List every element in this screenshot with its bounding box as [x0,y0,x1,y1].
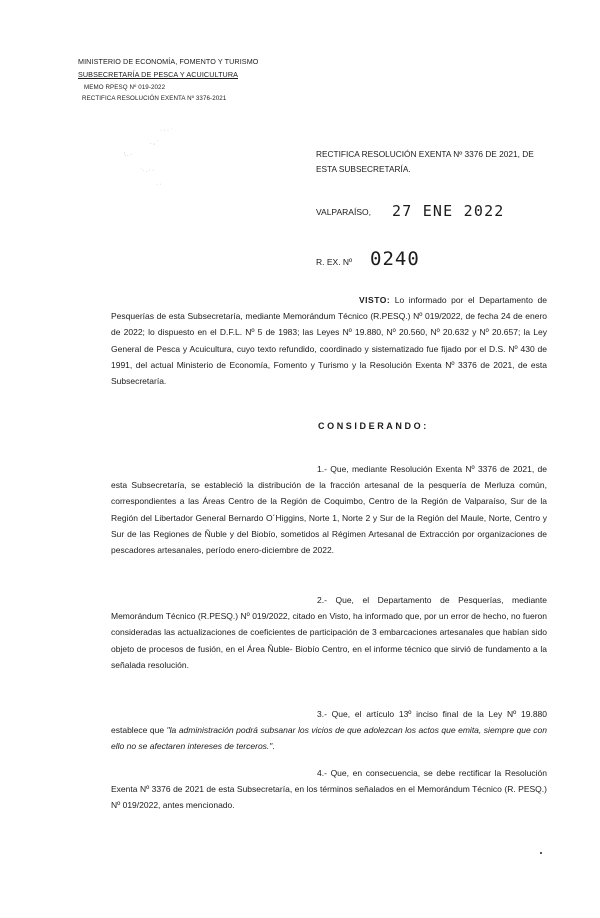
place-label: VALPARAÍSO, [316,207,371,217]
header-ref: RECTIFICA RESOLUCIÓN EXENTA Nº 3376-2021 [82,95,227,102]
header-subsecretaria: SUBSECRETARÍA DE PESCA Y ACUICULTURA [78,70,239,79]
considerando-heading: CONSIDERANDO: [318,421,429,431]
resolution-number: 0240 [370,248,420,270]
scan-speck [540,852,542,854]
resolution-label: R. EX. Nº [316,257,353,267]
document-page: MINISTERIO DE ECONOMÍA, FOMENTO Y TURISMO SUBSECRETARÍA DE PESCA Y ACUICULTURA MEMO RPESQ Nº 019-2022 RECTIFICA RESOLUCIÓN EXENTA Nº 3376-2021 · · · ˊ . ‚ ˙ \ . · ˋ· . · · · · RECTIFICA RESOLUCIÓN EXENTA Nº 3376 DE 2021, DE ESTA SUBSECRETARÍA. VALPARAÍSO, 27 ENE 2022 R. EX. Nº 0240 VISTO: Lo informado por el Departamento de Pesquerías de esta Subsecretaría, mediante Memorándum Técnico (R.PESQ.) Nº 019/2022, de fecha 24 de enero de 2022; lo dispuesto en el D.F.L. Nº 5 de 1983; las Leyes Nº 19.880, Nº 20.560, Nº 20.632 y Nº 20.657; la Ley General de Pesca y Acuicultura, cuyo texto refundido, coordinado y sistematizado fue fijado por el D.S. Nº 430 de 1991, del actual Ministerio de Economía, Fomento y Turismo y la Resolución Exenta Nº 3376 de 2021, de esta Subsecretaría. CONSIDERANDO: 1.- Que, mediante Resolución Exenta Nº 3376 de 2021, de esta Subsecretaría, se estableció la distribución de la fracción artesanal de la pesquería de Merluza común, correspondientes a las Áreas Centro de la Región de Coquimbo, Centro de la Región de Valparaíso, Sur de la Región del Libertador General Bernardo O´Higgins, Norte 1, Norte 2 y Sur de la Región del Maule, Norte, Centro y Sur de las Regiones de Ñuble y del Biobío, sometidos al Régimen Artesanal de Extracción por organizaciones de pescadores artesanales, período enero-diciembre de 2022. 2.- Que, el Departamento de Pesquerías, mediante Memorándum Técnico (R.PESQ.) Nº 019/2022, citado en Visto, ha informado que, por un error de hecho, no fueron consideradas las actualizaciones de coeficientes de participación de 3 embarcaciones artesanales que habían sido objeto de procesos de fusión, en el Área Ñuble- Biobío Centro, en el informe técnico que sirvió de fundamento a la señalada resolución. 3.- Que, el artículo 13º inciso final de la Ley Nº 19.880 establece que "la administración podrá subsanar los vicios de que adolezcan los actos que emita, siempre que con ello no se afectaren intereses de terceros.". 4.- Que, en consecuencia, se debe rectificar la Resolución Exenta Nº 3376 de 2021 de esta Subsecretaría, en los términos señalados en el Memorándum Técnico (R. PESQ.) Nº 019/2022, antes mencionado. [0,0,600,918]
header-memo: MEMO RPESQ Nº 019-2022 [84,84,166,91]
item-3-end: . [272,741,275,752]
considerando-item-2: 2.- Que, el Departamento de Pesquerías, mediante Memorándum Técnico (R.PESQ.) Nº 019/2022, citado en Visto, ha informado que, por un error de hecho, no fueron consideradas las actualizaciones de coeficientes de participación de 3 embarcaciones artesanales que habían sido objeto de procesos de fusión, en el Área Ñuble- Biobío Centro, en el informe técnico que sirvió de fundamento a la señalada resolución. [111,595,547,670]
considerando-item-3 [111,706,547,755]
date-stamp: 27 ENE 2022 [392,202,505,220]
item-3-text: 3.- Que, el artículo 13º inciso final de la Ley Nº 19.880 establece que [111,709,547,736]
visto-lead: VISTO: [359,295,391,305]
document-subject: RECTIFICA RESOLUCIÓN EXENTA Nº 3376 DE 2021, DE ESTA SUBSECRETARÍA. [316,149,534,174]
visto-paragraph [111,292,547,389]
header-ministry: MINISTERIO DE ECONOMÍA, FOMENTO Y TURISMO [78,57,259,66]
considerando-item-4: 4.- Que, en consecuencia, se debe rectificar la Resolución Exenta Nº 3376 de 2021 de esta Subsecretaría, en los términos señalados en el Memorándum Técnico (R. PESQ.) Nº 019/2022, antes mencionado. [111,768,547,811]
item-3-quote: "la administración podrá subsanar los vicios de que adolezcan los actos que emita, siempre que con ello no se afectaren intereses de terceros." [111,725,548,752]
visto-text: Lo informado por el Departamento de Pesquerías de esta Subsecretaría, mediante Memorándum Técnico (R.PESQ.) Nº 019/2022, de fecha 24 de enero de 2022; lo dispuesto en el D.F.L. Nº 5 de 1983; las Leyes Nº 19.880, Nº 20.560, Nº 20.632 y Nº 20.657; la Ley General de Pesca y Acuicultura, cuyo texto refundido, coordinado y sistematizado fue fijado por el D.S. Nº 430 de 1991, del actual Ministerio de Economía, Fomento y Turismo y la Resolución Exenta Nº 3376 de 2021, de esta Subsecretaría. [111,295,547,387]
considerando-item-1: 1.- Que, mediante Resolución Exenta Nº 3376 de 2021, de esta Subsecretaría, se estableció la distribución de la fracción artesanal de la pesquería de Merluza común, correspondientes a las Áreas Centro de la Región de Coquimbo, Centro de la Región de Valparaíso, Sur de la Región del Libertador General Bernardo O´Higgins, Norte 1, Norte 2 y Sur de la Región del Maule, Norte, Centro y Sur de las Regiones de Ñuble y del Biobío, sometidos al Régimen Artesanal de Extracción por organizaciones de pescadores artesanales, período enero-diciembre de 2022. [111,464,547,556]
